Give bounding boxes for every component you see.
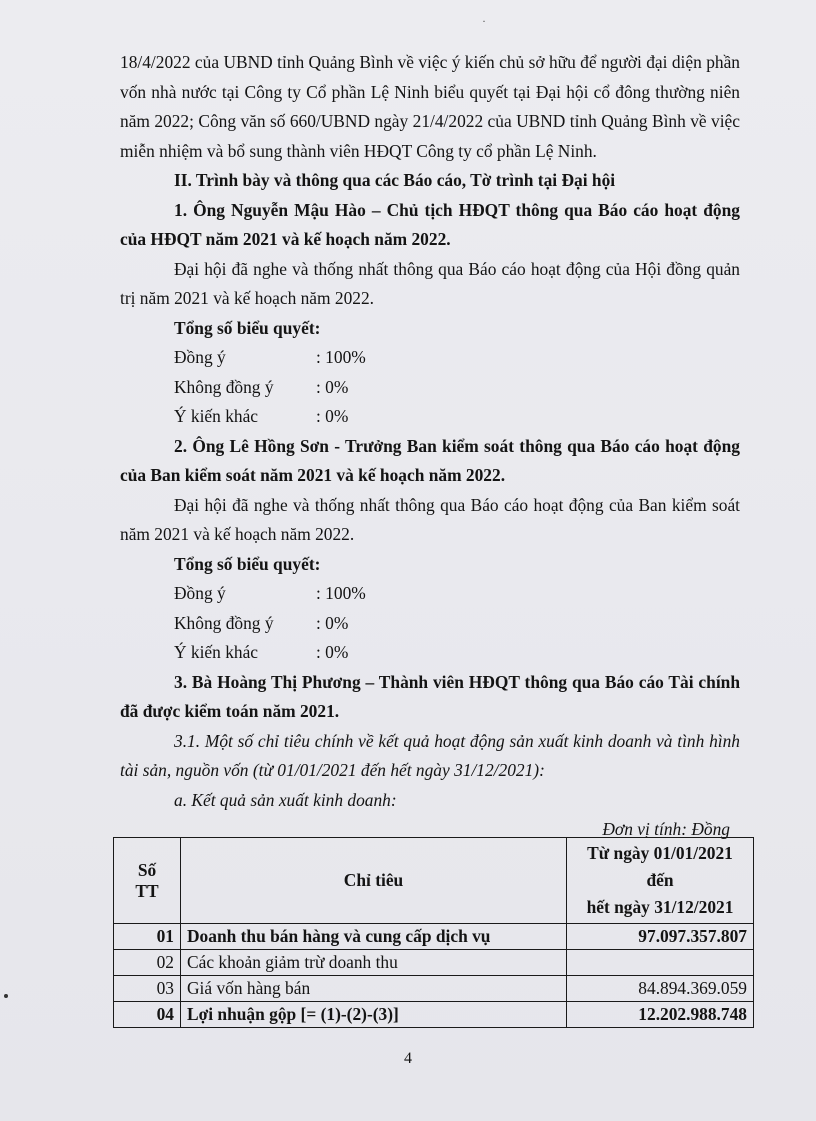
item3-a-heading: a. Kết quả sản xuất kinh doanh:	[174, 789, 397, 810]
row-no: 04	[114, 1002, 181, 1028]
row-no: 01	[114, 924, 181, 950]
row-no: 02	[114, 950, 181, 976]
header-value	[567, 838, 754, 924]
table-row	[114, 950, 754, 976]
vote-label: Ý kiến khác	[174, 642, 259, 662]
row-value	[567, 950, 754, 976]
document-body	[120, 48, 740, 845]
table-row	[114, 976, 754, 1002]
vote-label: Không đồng ý	[174, 376, 274, 397]
vote-value: : 0%	[316, 376, 349, 397]
vote1-row-other	[174, 402, 740, 432]
vote2-row-agree	[174, 579, 740, 609]
vote-label: Ý kiến khác	[174, 406, 259, 426]
vote-value: : 0%	[316, 612, 349, 633]
top-mark: ·	[482, 14, 486, 28]
vote-value: : 100%	[316, 583, 366, 603]
table-row	[114, 924, 754, 950]
unit-label: Đơn vị tính: Đồng	[602, 819, 730, 839]
vote1-row-disagree	[174, 373, 740, 403]
row-item: Giá vốn hàng bán	[181, 976, 567, 1002]
scan-dot	[4, 994, 8, 998]
row-value: 97.097.357.807	[567, 924, 754, 950]
vote-label: Đồng ý	[174, 583, 226, 603]
table-header-row	[114, 838, 754, 924]
vote2-row-other	[174, 638, 740, 668]
section-ii-heading: II. Trình bày và thông qua các Báo cáo, Tờ trình tại Đại hội	[174, 170, 616, 190]
item3-subheading: 3.1. Một số chỉ tiêu chính về kết quả hoạt động sản xuất kinh doanh và tình hình tài sản, nguồn vốn (từ 01/01/2021 đến hết ngày 31/12/2021):	[120, 730, 740, 780]
row-item: Lợi nhuận gộp [= (1)-(2)-(3)]	[181, 1002, 567, 1028]
vote-value: : 0%	[316, 406, 349, 426]
row-value: 84.894.369.059	[567, 976, 754, 1002]
item2-body: Đại hội đã nghe và thống nhất thông qua Báo cáo hoạt động của Ban kiểm soát năm 2021 và kế hoạch năm 2022.	[120, 494, 740, 544]
item2-title: 2. Ông Lê Hồng Sơn - Trưởng Ban kiểm soát thông qua Báo cáo hoạt động của Ban kiểm soát năm 2021 và kế hoạch năm 2022.	[120, 435, 740, 485]
row-value: 12.202.988.748	[567, 1002, 754, 1028]
header-item: Chỉ tiêu	[181, 838, 567, 924]
header-value-line2: hết ngày 31/12/2021	[586, 897, 734, 917]
header-no-line2: TT	[135, 880, 159, 901]
vote1-row-agree	[174, 343, 740, 373]
vote-value: : 0%	[316, 642, 349, 662]
vote-label: Đồng ý	[174, 347, 226, 367]
row-item: Doanh thu bán hàng và cung cấp dịch vụ	[181, 924, 567, 950]
vote2-title: Tổng số biểu quyết:	[174, 553, 321, 574]
table-row	[114, 1002, 754, 1028]
header-value-line1: Từ ngày 01/01/2021 đến	[587, 843, 733, 890]
header-no-line1: Số	[137, 859, 157, 880]
row-no: 03	[114, 976, 181, 1002]
vote-value: : 100%	[316, 347, 366, 367]
header-no	[114, 838, 181, 924]
vote2-row-disagree	[174, 609, 740, 639]
item1-body: Đại hội đã nghe và thống nhất thông qua Báo cáo hoạt động của Hội đồng quản trị năm 2021 và kế hoạch năm 2022.	[120, 258, 740, 308]
item3-title: 3. Bà Hoàng Thị Phương – Thành viên HĐQT thông qua Báo cáo Tài chính đã được kiểm toán năm 2021.	[120, 671, 740, 721]
intro-paragraph: 18/4/2022 của UBND tỉnh Quảng Bình về việc ý kiến chủ sở hữu để người đại diện phần vốn nhà nước tại Công ty Cổ phần Lệ Ninh biểu quyết tại Đại hội cổ đông thường niên năm 2022; Công văn số 660/UBND ngày 21/4/2022 của UBND tỉnh Quảng Bình về việc miễn nhiệm và bổ sung thành viên HĐQT Công ty cổ phần Lệ Ninh.	[120, 52, 740, 161]
page-number: 4	[404, 1050, 412, 1067]
vote-label: Không đồng ý	[174, 612, 274, 633]
item1-title: 1. Ông Nguyễn Mậu Hào – Chủ tịch HĐQT thông qua Báo cáo hoạt động của HĐQT năm 2021 và kế hoạch năm 2022.	[120, 199, 740, 249]
vote1-title: Tổng số biểu quyết:	[174, 317, 321, 338]
financial-table	[113, 837, 754, 1028]
row-item: Các khoản giảm trừ doanh thu	[181, 950, 567, 976]
